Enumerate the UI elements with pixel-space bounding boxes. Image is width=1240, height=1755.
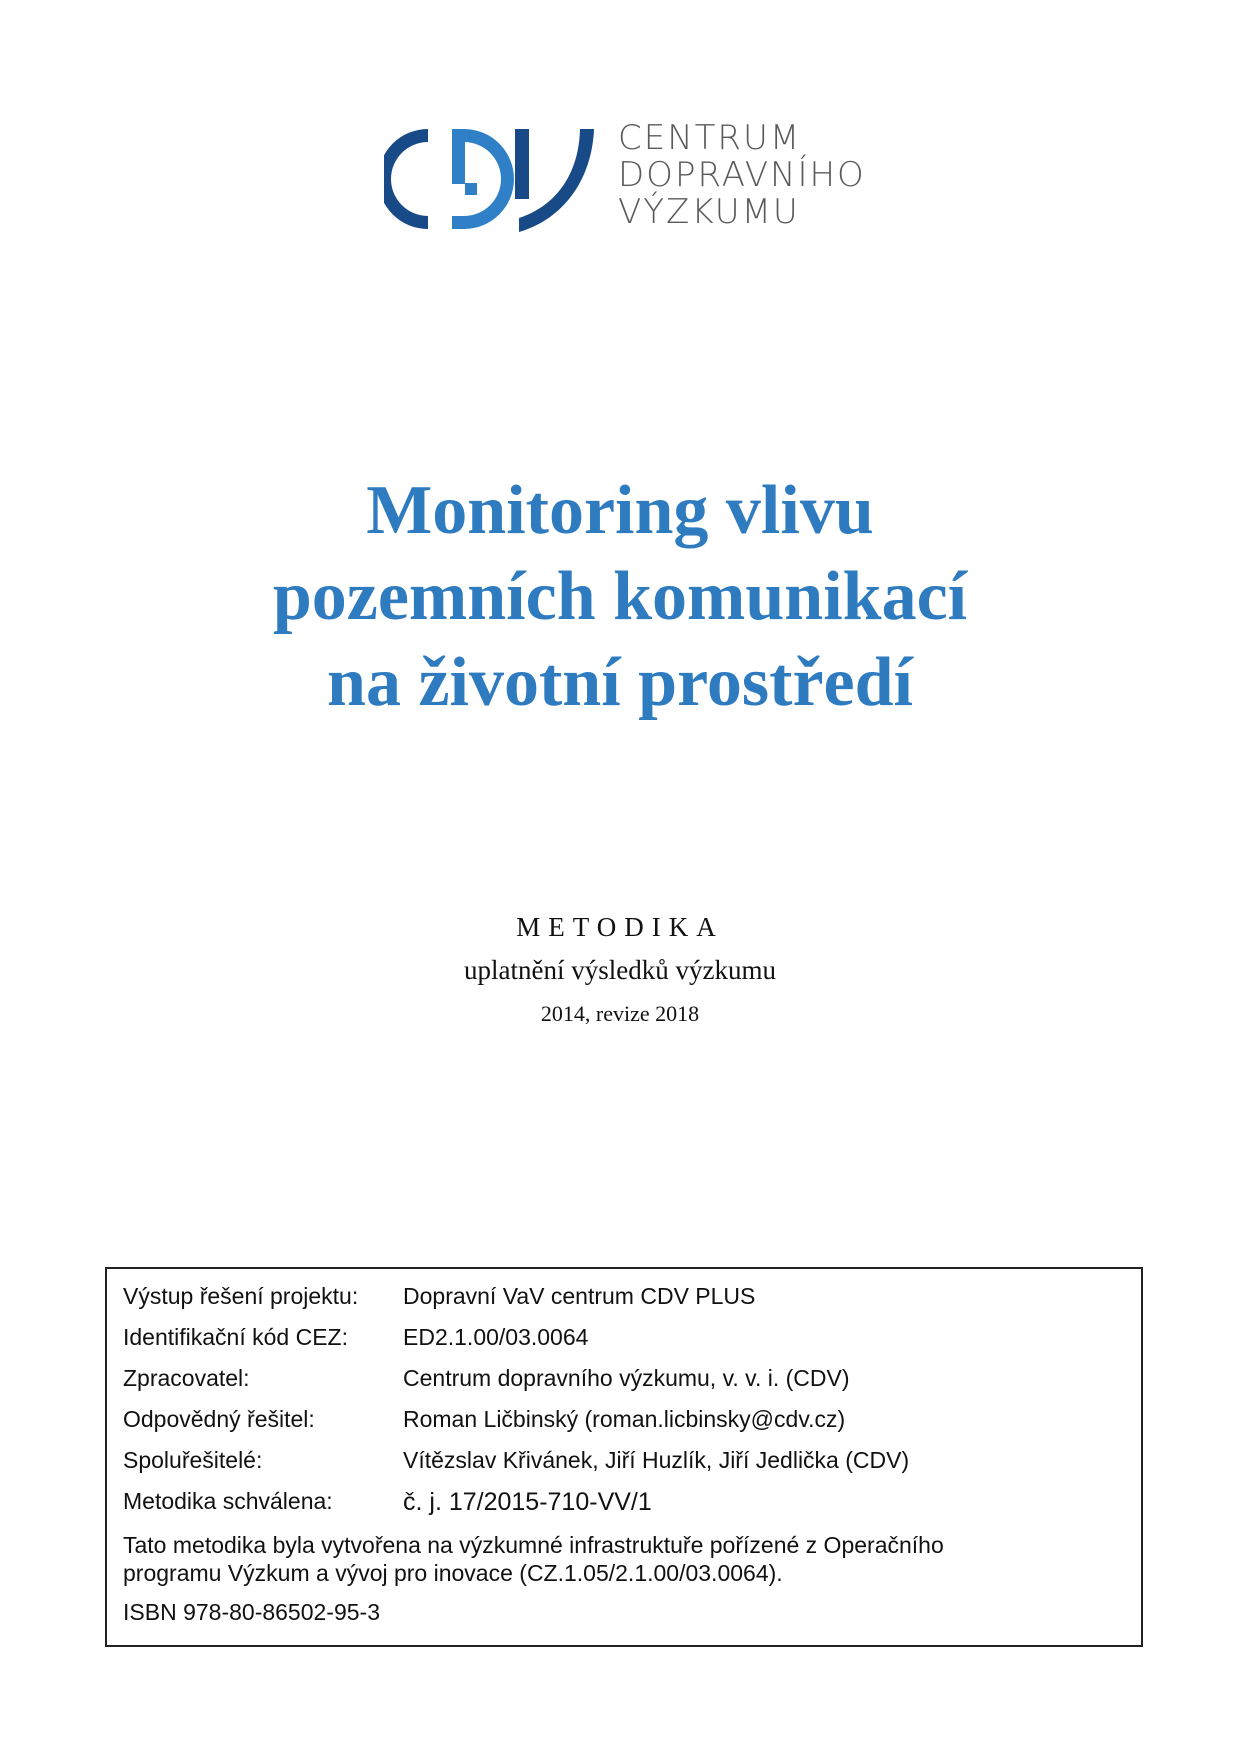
info-value: č. j. 17/2015-710-VV/1 [403, 1488, 652, 1516]
title-line: pozemních komunikací [272, 558, 968, 635]
info-label: Zpracovatel: [123, 1365, 250, 1391]
logo-text-line: CENTRUM [618, 118, 802, 158]
info-label: Odpovědný řešitel: [123, 1406, 315, 1432]
logo-text-line: DOPRAVNÍHO [618, 155, 866, 195]
document-type: METODIKA [516, 912, 724, 942]
title-line: Monitoring vlivu [366, 472, 874, 549]
logo-text-line: VÝZKUMU [618, 192, 800, 232]
info-value: Roman Ličbinský (roman.licbinsky@cdv.cz) [403, 1406, 846, 1432]
note-line: Tato metodika byla vytvořena na výzkumné infrastruktuře pořízené z Operačního [123, 1532, 944, 1558]
project-info-box [105, 1267, 1143, 1647]
title-line: na životní prostředí [327, 644, 913, 721]
cdv-logo-mark-icon [384, 124, 599, 234]
document-title [0, 468, 1240, 726]
document-description: uplatnění výsledků výzkumu [464, 955, 776, 985]
info-value: Centrum dopravního výzkumu, v. v. i. (CDV) [403, 1365, 850, 1391]
info-value: ED2.1.00/03.0064 [403, 1324, 589, 1350]
logo-text [618, 120, 866, 231]
info-label: Výstup řešení projektu: [123, 1283, 359, 1309]
info-label: Identifikační kód CEZ: [123, 1324, 348, 1350]
note-line: programu Výzkum a vývoj pro inovace (CZ.1.05/2.1.00/03.0064). [123, 1560, 783, 1586]
infrastructure-note [123, 1531, 1123, 1587]
info-label: Spoluřešitelé: [123, 1447, 263, 1473]
document-year: 2014, revize 2018 [540, 1001, 700, 1026]
info-value: Dopravní VaV centrum CDV PLUS [403, 1283, 756, 1309]
isbn: ISBN 978-80-86502-95-3 [123, 1599, 380, 1625]
info-label: Metodika schválena: [123, 1488, 333, 1514]
info-value: Vítězslav Křivánek, Jiří Huzlík, Jiří Jedlička (CDV) [403, 1447, 910, 1473]
cdv-logo [384, 120, 884, 235]
